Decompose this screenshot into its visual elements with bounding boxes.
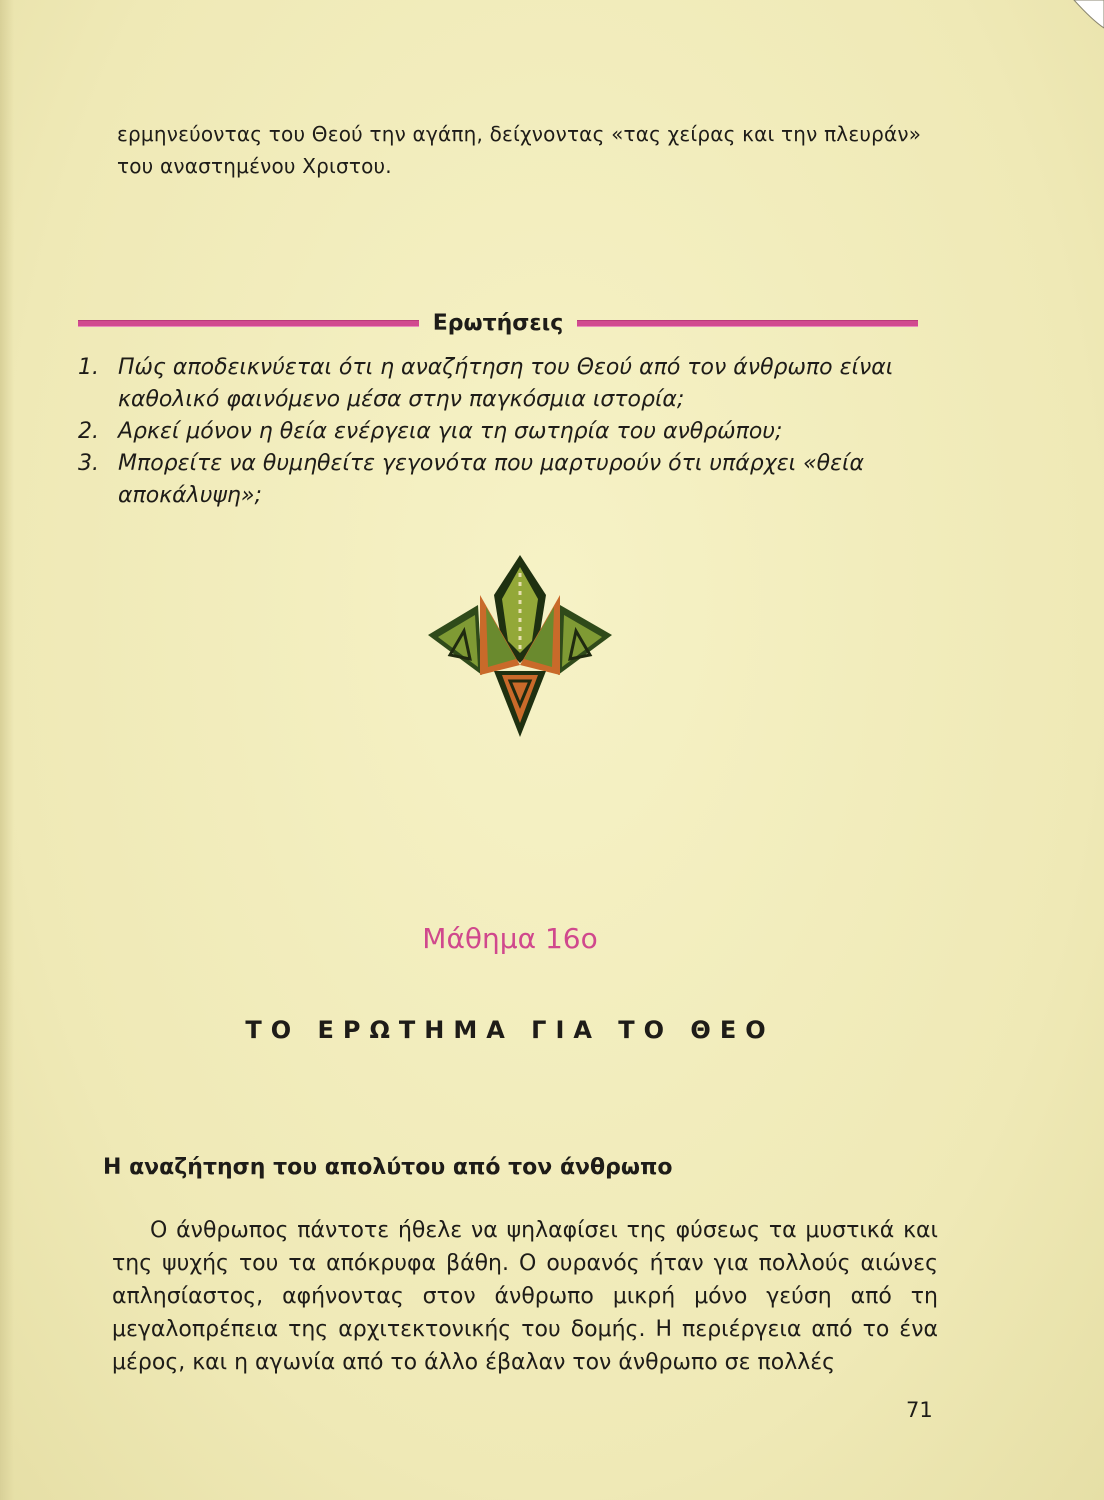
question-number: 2.	[78, 419, 99, 444]
questions-header	[78, 305, 918, 341]
questions-list	[78, 352, 928, 512]
page-edge-shadow	[0, 0, 14, 1500]
section-title: Η αναζήτηση του απολύτου από τον άνθρωπο	[103, 1155, 673, 1180]
lesson-title: ΤΟ ΕΡΩΤΗΜΑ ΓΙΑ ΤΟ ΘΕΟ	[245, 1016, 775, 1044]
intro-text: ερμηνεύοντας του Θεού την αγάπη, δείχνοντας «τας χείρας και την πλευράν» του αναστημένου Χριστου.	[117, 122, 922, 178]
question-item	[78, 448, 928, 512]
question-text: Αρκεί μόνον η θεία ενέργεια για τη σωτηρία του ανθρώπου;	[118, 419, 783, 444]
lesson-number: Μάθημα 16ο	[422, 922, 598, 955]
body-text: Ο άνθρωπος πάντοτε ήθελε να ψηλαφίσει της φύσεως τα μυστικά και της ψυχής του τα απόκρυφα βάθη. Ο ουρανός ήταν για πολλούς αιώνες απλησίαστος, αφήνοντας στον άνθρωπο μικρή μόνο γεύση από τη μεγαλοπρέπεια της αρχιτεκτονικής του δομής. Η περιέργεια από το ένα μέρος, και η αγωνία από το άλλο έβαλαν τον άνθρωπο σε πολλές	[112, 1218, 938, 1375]
body-paragraph	[112, 1214, 938, 1379]
question-item	[78, 352, 928, 416]
intro-paragraph	[117, 118, 937, 182]
question-number: 3.	[78, 451, 99, 476]
question-text: Πώς αποδεικνύεται ότι η αναζήτηση του Θεού από τον άνθρωπο είναι καθολικό φαινόμενο μέσα στην παγκόσμια ιστορία;	[118, 355, 894, 412]
question-number: 1.	[78, 355, 99, 380]
questions-title: Ερωτήσεις	[432, 310, 564, 336]
decorative-ornament-icon	[420, 555, 620, 745]
question-text: Μπορείτε να θυμηθείτε γεγονότα που μαρτυρούν ότι υπάρχει «θεία αποκάλυψη»;	[118, 451, 864, 508]
header-rule-left	[78, 320, 419, 327]
page-number: 71	[906, 1398, 933, 1422]
question-item	[78, 416, 928, 448]
header-rule-right	[577, 320, 918, 327]
page-corner-fold	[1044, 0, 1104, 30]
